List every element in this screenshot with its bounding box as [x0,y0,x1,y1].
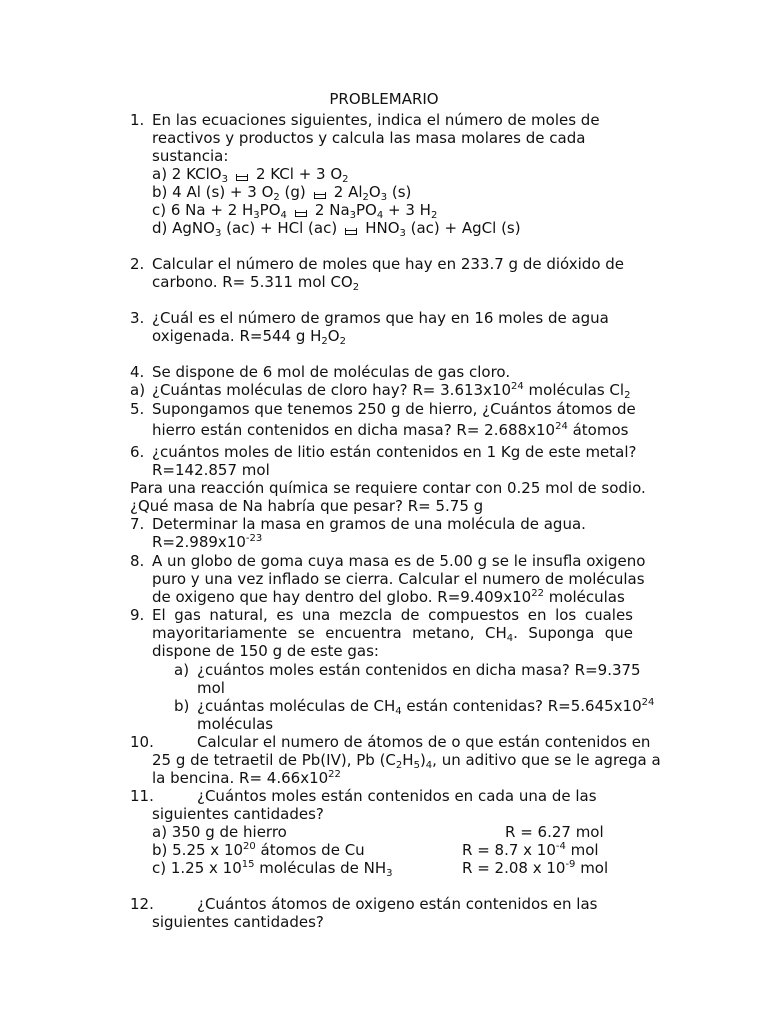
equation-c: c) 6 Na + 2 $H_3PO_4$ 2 $Na_3PO_4 + 3$ $H_2$ [152,201,438,221]
problem-9-line-1: El gas natural, es una mezcla de compuestos en los cuales [152,606,633,624]
problem-9-item-a: ¿cuántos moles están contenidos en dicha masa? R=9.375 [197,661,641,679]
problem-6-line-2: R=142.857 mol [152,461,270,479]
problem-11-item-b: b) 5.25 x $10^{20}$ átomos de Cu [152,841,365,859]
problem-12-number: 12. [130,895,154,913]
problem-2-number: 2. [130,255,145,273]
problem-6-line-1: ¿cuántos moles de litio están contenidos en 1 Kg de este metal? [152,443,637,461]
problem-9-item-b-cont: moléculas [197,715,274,733]
problem-11-number: 11. [130,787,154,805]
problem-4-item-a: ¿Cuántas moléculas de cloro hay? $R= 3.613x10^{24}$ moléculas $Cl_2$ [152,381,631,401]
problem-11-answer-b: R = 8.7 x $10^{-4}$ mol [462,841,599,859]
problem-3-line-2: oxigenada. R=544 g $H_2O_2$ [152,327,346,347]
problem-9-item-b-label: b) [174,697,190,715]
problem-9-line-2: mayoritariamente se encuentra metano, $CH_4$. Suponga que [152,624,634,644]
problem-10-line-3: la bencina. $R= 4.66x10^{22}$ [152,769,341,787]
problem-11-item-c: c) 1.25 x $10^{15}$ moléculas de $NH_3$ [152,859,393,879]
problem-1-line-2: reactivos y productos y calcula las masa molares de cada [152,129,586,147]
problem-10-number: 10. [130,733,154,751]
problem-10-line-2: 25 g de tetraetil de Pb(IV), Pb $(C_2H_5)_4$, un aditivo que se le agrega a [152,751,661,771]
free-problem-line-2: ¿Qué masa de Na habría que pesar? R= 5.75 g [130,497,484,515]
reaction-arrow-icon [236,174,248,181]
problem-3-line-1: ¿Cuál es el número de gramos que hay en 16 moles de agua [152,309,609,327]
problem-9-line-3: dispone de 150 g de este gas: [152,642,379,660]
problem-5-line-2: hierro están contenidos en dicha masa? $R= 2.688x10^{24}$ átomos [152,421,629,439]
problem-2-line-2: carbono. R= 5.311 mol $CO_2$ [152,273,360,293]
problem-7-line-1: Determinar la masa en gramos de una molécula de agua. [152,515,586,533]
problem-9-item-a-cont: mol [197,679,225,697]
problem-10-line-1: Calcular el numero de átomos de o que están contenidos en [197,733,651,751]
problem-1-line-1: En las ecuaciones siguientes, indica el número de moles de [152,111,600,129]
problem-8-number: 8. [130,552,145,570]
problem-1-line-3: sustancia: [152,147,229,165]
problem-4-number: 4. [130,363,145,381]
equation-a: a) 2 KClO$_3$ 2 KCl + 3 $O_2$ [152,165,349,185]
problem-11-answer-c: R = 2.08 x $10^{-9}$ mol [462,859,609,877]
problem-7-line-2: $R=2.989x10^{-23}$ [152,533,263,551]
reaction-arrow-icon [314,192,326,199]
problem-2-line-1: Calcular el número de moles que hay en 233.7 g de dióxido de [152,255,625,273]
problem-8-line-2: puro y una vez inflado se cierra. Calcular el numero de moléculas [152,570,645,588]
problem-9-item-a-label: a) [174,661,190,679]
problem-8-line-3: de oxigeno que hay dentro del globo. $R=9.409x10^{22}$ moléculas [152,588,625,606]
problem-11-line-2: siguientes cantidades? [152,805,324,823]
problem-11-item-a: a) 350 g de hierro [152,823,287,841]
equation-d: d) AgNO$_3$ (ac) + HCl (ac) $HNO_3$ (ac) + AgCl (s) [152,219,521,239]
equation-b: b) 4 Al (s) + 3 $O_2$ (g) 2 $Al_2O_3$ (s) [152,183,412,203]
page-title: PROBLEMARIO [329,90,439,108]
problem-11-line-1: ¿Cuántos moles están contenidos en cada una de las [197,787,597,805]
problem-7-number: 7. [130,515,145,533]
problem-12-line-1: ¿Cuántos átomos de oxigeno están contenidos en las [197,895,598,913]
problem-11-answer-a: R = 6.27 mol [505,823,604,841]
problem-12-line-2: siguientes cantidades? [152,913,324,931]
problem-5-line-1: Supongamos que tenemos 250 g de hierro, ¿Cuántos átomos de [152,400,636,418]
free-problem-line-1: Para una reacción química se requiere contar con 0.25 mol de sodio. [130,479,646,497]
problem-9-number: 9. [130,606,145,624]
reaction-arrow-icon [295,210,307,217]
problem-9-item-b: ¿cuántas moléculas de $CH_4$ están contenidas? $R=5.645x10^{24}$ [197,697,655,717]
problem-1-number: 1. [130,111,145,129]
problem-6-number: 6. [130,443,145,461]
problem-3-number: 3. [130,309,145,327]
problem-5-number: 5. [130,400,145,418]
problem-4-item-a-label: a) [130,381,146,399]
problem-4-line-1: Se dispone de 6 mol de moléculas de gas cloro. [152,363,511,381]
problem-8-line-1: A un globo de goma cuya masa es de 5.00 g se le insufla oxigeno [152,552,646,570]
reaction-arrow-icon [345,228,357,235]
